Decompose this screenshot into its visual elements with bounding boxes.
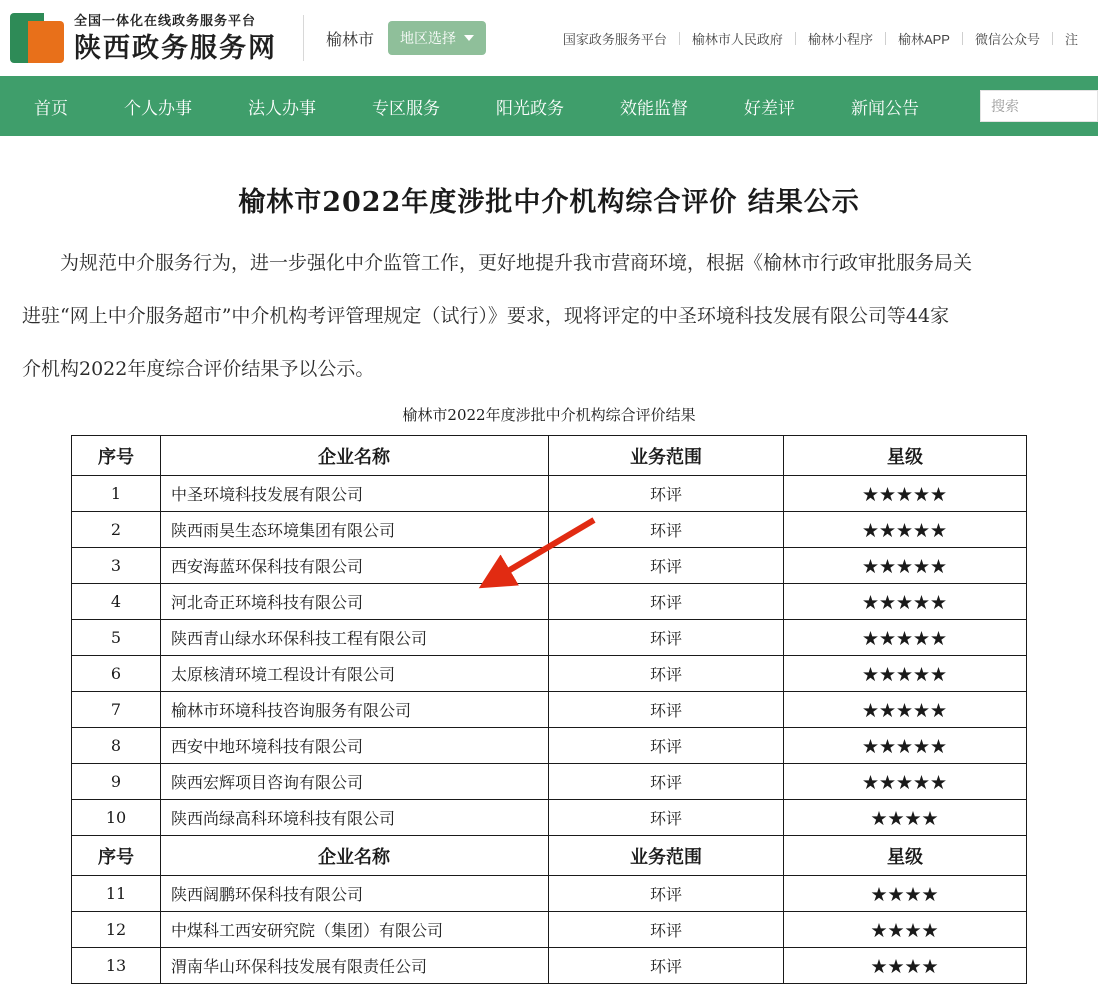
cell-index: 4 [72,584,161,620]
cell-company: 渭南华山环保科技发展有限责任公司 [161,948,549,984]
page-title: 榆林市2022年度涉批中介机构综合评价 结果公示 [238,187,860,218]
column-header-scope: 业务范围 [549,836,784,876]
cell-scope: 环评 [549,912,784,948]
cell-scope: 环评 [549,692,784,728]
table-row [72,512,1027,548]
logo-title: 陕西政务服务网 [74,33,277,63]
header-links [551,29,1098,48]
table-row [72,656,1027,692]
column-header-index: 序号 [72,436,161,476]
cell-stars: ★★★★ [784,912,1027,948]
header-link-yulin-gov[interactable]: 榆林市人民政府 [691,31,783,47]
cell-company: 陕西宏辉项目咨询有限公司 [161,764,549,800]
main-navigation [0,76,1098,136]
cell-index: 7 [72,692,161,728]
nav-item-rating[interactable]: 好差评 [744,98,795,118]
cell-stars: ★★★★★ [784,476,1027,512]
article-paragraph-line-1: 为规范中介服务行为，进一步强化中介监管工作，更好地提升我市营商环境，根据《榆林市行政审批服务局关 [60,252,973,274]
nav-item-news[interactable]: 新闻公告 [851,98,919,118]
cell-company: 中圣环境科技发展有限公司 [161,476,549,512]
current-city-label: 榆林市 [326,31,375,49]
cell-stars: ★★★★ [784,948,1027,984]
cell-scope: 环评 [549,512,784,548]
header-link-app[interactable]: 榆林APP [897,31,950,47]
table-row [72,948,1027,984]
cell-company: 西安中地环境科技有限公司 [161,728,549,764]
cell-scope: 环评 [549,620,784,656]
cell-company: 河北奇正环境科技有限公司 [161,584,549,620]
site-logo-text [74,11,277,65]
cell-company: 陕西雨昊生态环境集团有限公司 [161,512,549,548]
nav-item-efficiency-supervision[interactable]: 效能监督 [620,98,688,118]
column-header-company: 企业名称 [161,436,549,476]
cell-scope: 环评 [549,948,784,984]
region-select-label: 地区选择 [400,30,457,46]
cell-stars: ★★★★★ [784,584,1027,620]
cell-stars: ★★★★★ [784,764,1027,800]
nav-item-personal[interactable]: 个人办事 [124,98,192,118]
site-logo-icon [10,11,64,65]
column-header-stars: 星级 [784,436,1027,476]
nav-item-zone-service[interactable]: 专区服务 [372,98,440,118]
cell-company: 太原核清环境工程设计有限公司 [161,656,549,692]
cell-stars: ★★★★★ [784,512,1027,548]
cell-stars: ★★★★★ [784,656,1027,692]
site-header [0,0,1098,76]
table-row [72,584,1027,620]
chevron-down-icon [464,35,474,41]
table-body [72,436,1027,984]
table-header-row-repeat [72,836,1027,876]
header-link-register[interactable]: 注 [1064,31,1078,47]
nav-item-sunshine-gov[interactable]: 阳光政务 [496,98,564,118]
logo-subtitle: 全国一体化在线政务服务平台 [74,13,257,28]
cell-stars: ★★★★★ [784,620,1027,656]
table-row [72,620,1027,656]
cell-scope: 环评 [549,728,784,764]
cell-index: 5 [72,620,161,656]
header-link-national-platform[interactable]: 国家政务服务平台 [562,31,667,47]
search-input[interactable]: 搜索 [980,90,1098,122]
table-row [72,548,1027,584]
cell-stars: ★★★★★ [784,548,1027,584]
header-divider [303,15,304,61]
cell-index: 2 [72,512,161,548]
table-row [72,800,1027,836]
cell-index: 12 [72,912,161,948]
table-header-row [72,436,1027,476]
cell-stars: ★★★★ [784,876,1027,912]
cell-index: 8 [72,728,161,764]
table-caption: 榆林市2022年度涉批中介机构综合评价结果 [402,406,696,424]
table-row [72,728,1027,764]
table-row [72,476,1027,512]
nav-item-list [0,76,947,136]
table-row [72,692,1027,728]
table-row [72,912,1027,948]
table-row [72,876,1027,912]
cell-scope: 环评 [549,800,784,836]
cell-index: 6 [72,656,161,692]
article-paragraph-line-2: 进驻“网上中介服务超市”中介机构考评管理规定（试行）》要求，现将评定的中圣环境科技发展有限公司等44家 [22,305,950,327]
header-link-miniprogram[interactable]: 榆林小程序 [807,31,873,47]
cell-scope: 环评 [549,764,784,800]
header-link-wechat[interactable]: 微信公众号 [974,31,1040,47]
table-row [72,764,1027,800]
cell-company: 西安海蓝环保科技有限公司 [161,548,549,584]
cell-scope: 环评 [549,548,784,584]
evaluation-results-table [71,435,1027,984]
region-select-button[interactable] [388,21,486,55]
cell-index: 11 [72,876,161,912]
cell-scope: 环评 [549,584,784,620]
cell-stars: ★★★★★ [784,728,1027,764]
article-paragraph-line-3: 介机构2022年度综合评价结果予以公示。 [22,358,375,380]
cell-scope: 环评 [549,656,784,692]
cell-index: 1 [72,476,161,512]
cell-index: 13 [72,948,161,984]
column-header-company: 企业名称 [161,836,549,876]
cell-company: 中煤科工西安研究院（集团）有限公司 [161,912,549,948]
column-header-scope: 业务范围 [549,436,784,476]
cell-company: 榆林市环境科技咨询服务有限公司 [161,692,549,728]
cell-index: 9 [72,764,161,800]
cell-index: 3 [72,548,161,584]
nav-item-home[interactable]: 首页 [34,98,68,118]
cell-company: 陕西尚绿高科环境科技有限公司 [161,800,549,836]
cell-index: 10 [72,800,161,836]
cell-company: 陕西青山绿水环保科技工程有限公司 [161,620,549,656]
column-header-stars: 星级 [784,836,1027,876]
cell-stars: ★★★★★ [784,692,1027,728]
column-header-index: 序号 [72,836,161,876]
nav-item-legal-entity[interactable]: 法人办事 [248,98,316,118]
cell-scope: 环评 [549,876,784,912]
cell-scope: 环评 [549,476,784,512]
article-body [0,136,1098,984]
cell-company: 陕西阔鹏环保科技有限公司 [161,876,549,912]
cell-stars: ★★★★ [784,800,1027,836]
